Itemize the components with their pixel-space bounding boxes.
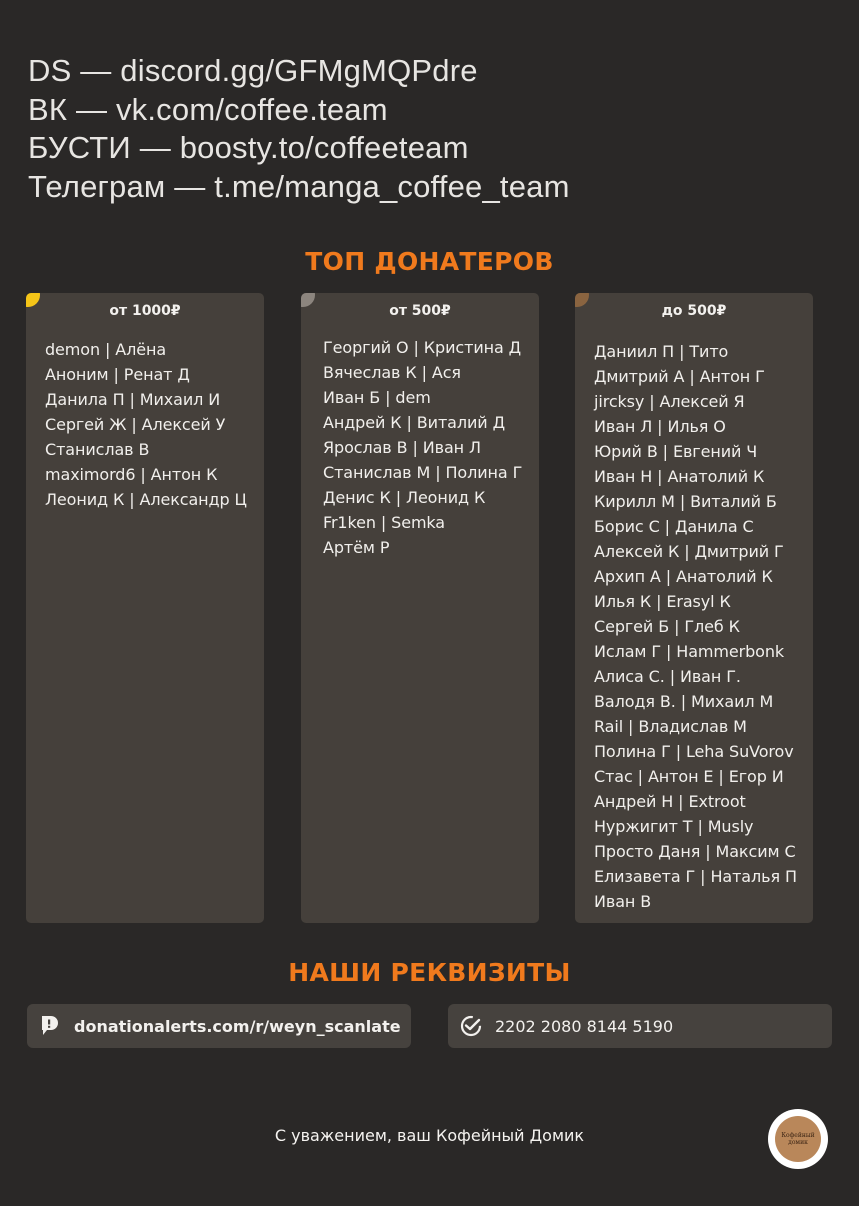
donor-column-under-500 xyxy=(575,293,813,923)
sberbank-icon xyxy=(460,1015,482,1037)
requisites-title: НАШИ РЕКВИЗИТЫ xyxy=(288,958,571,987)
list-item: Нуржигит Т | Musly xyxy=(594,817,754,836)
discord-link[interactable]: DS — discord.gg/GFMgMQPdre xyxy=(28,53,478,88)
telegram-link[interactable]: Телеграм — t.me/manga_coffee_team xyxy=(28,168,570,204)
list-item: Юрий В | Евгений Ч xyxy=(594,442,758,461)
list-item: Вячеслав К | Ася xyxy=(323,363,461,382)
list-item: Андрей Н | Extroot xyxy=(594,792,746,811)
coffee-house-logo xyxy=(768,1109,828,1169)
donor-column-500 xyxy=(301,293,539,923)
list-item: Георгий О | Кристина Д xyxy=(323,338,522,357)
list-item: Станислав В xyxy=(45,440,150,459)
column-heading: от 1000₽ xyxy=(109,303,181,319)
list-item: Денис К | Леонид К xyxy=(323,488,486,507)
list-item: Rail | Владислав М xyxy=(594,717,747,736)
donationalerts-icon xyxy=(39,1015,59,1037)
list-item: Кирилл М | Виталий Б xyxy=(594,492,777,511)
list-item: Артём Р xyxy=(323,538,390,557)
column-heading: до 500₽ xyxy=(661,303,727,319)
list-item: Иван В xyxy=(594,892,652,911)
top-donors-title: ТОП ДОНАТЕРОВ xyxy=(305,247,554,276)
logo-badge xyxy=(775,1116,821,1162)
list-item: Станислав М | Полина Г xyxy=(323,463,523,482)
list-item: maximord6 | Антон К xyxy=(45,465,218,484)
list-item: Сергей Б | Глеб К xyxy=(594,617,740,636)
list-item: Борис С | Данила С xyxy=(594,517,754,536)
list-item: Илья К | Erasyl К xyxy=(594,592,731,611)
list-item: Ислам Г | Hammerbonk xyxy=(594,642,785,661)
list-item: demon | Алёна xyxy=(45,340,167,359)
social-links xyxy=(28,52,570,206)
list-item: Сергей Ж | Алексей У xyxy=(45,415,226,434)
donor-list xyxy=(301,335,539,560)
list-item: jircksy | Алексей Я xyxy=(594,392,745,411)
card-number[interactable]: 2202 2080 8144 5190 xyxy=(495,1016,674,1036)
logo-text: Кофейный домик xyxy=(781,1132,815,1146)
donationalerts-link[interactable]: donationalerts.com/r/weyn_scanlate xyxy=(74,1016,401,1036)
card-requisite[interactable] xyxy=(448,1004,832,1048)
list-item: Ярослав В | Иван Л xyxy=(323,438,481,457)
list-item: Алексей К | Дмитрий Г xyxy=(594,542,784,561)
column-heading: от 500₽ xyxy=(389,303,451,319)
donor-list xyxy=(575,339,813,914)
list-item: Полина Г | Leha SuVorov xyxy=(594,742,794,761)
footer-text: С уважением, ваш Кофейный Домик xyxy=(274,1126,585,1145)
list-item: Архип А | Анатолий К xyxy=(594,567,773,586)
list-item: Стас | Антон Е | Егор И xyxy=(594,767,784,786)
list-item: Иван Н | Анатолий К xyxy=(594,467,765,486)
donationalerts-requisite[interactable] xyxy=(27,1004,411,1048)
list-item: Иван Л | Илья О xyxy=(594,417,726,436)
list-item: Даниил П | Тито xyxy=(594,342,729,361)
list-item: Валодя В. | Михаил М xyxy=(594,692,774,711)
list-item: Леонид К | Александр Ц xyxy=(45,490,247,509)
list-item: Дмитрий А | Антон Г xyxy=(594,367,765,386)
boosty-link[interactable]: БУСТИ — boosty.to/coffeeteam xyxy=(28,130,469,165)
list-item: Алиса С. | Иван Г. xyxy=(594,667,741,686)
donor-column-1000 xyxy=(26,293,264,923)
list-item: Елизавета Г | Наталья П xyxy=(594,867,797,886)
donor-list xyxy=(26,337,264,512)
list-item: Fr1ken | Semka xyxy=(323,513,446,532)
list-item: Аноним | Ренат Д xyxy=(45,365,190,384)
list-item: Андрей К | Виталий Д xyxy=(323,413,505,432)
list-item: Просто Даня | Максим С xyxy=(594,842,796,861)
list-item: Данила П | Михаил И xyxy=(45,390,221,409)
vk-link[interactable]: ВК — vk.com/coffee.team xyxy=(28,91,388,127)
list-item: Иван Б | dem xyxy=(323,388,431,407)
